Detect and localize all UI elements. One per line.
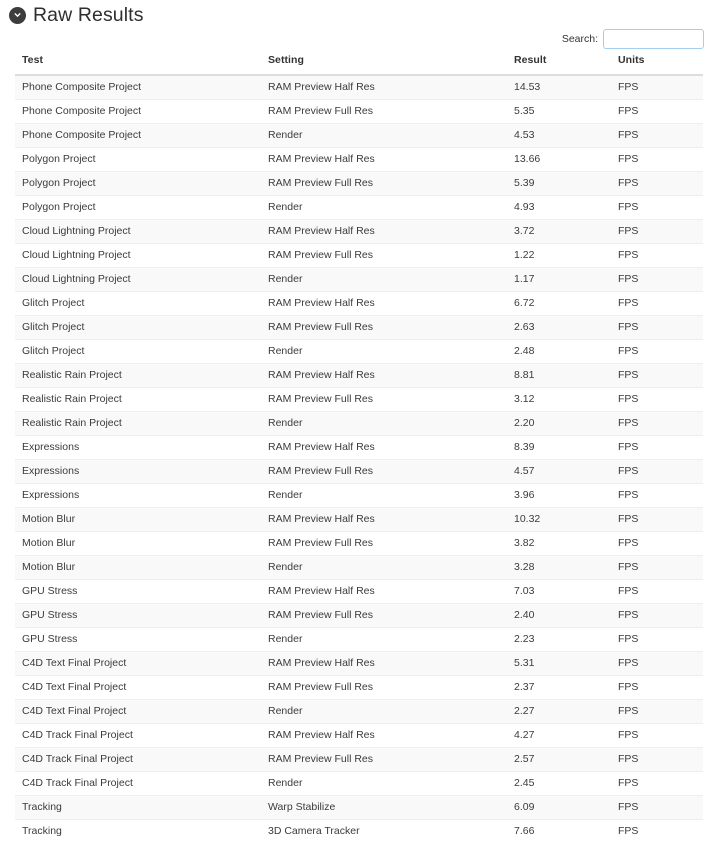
cell-result: 2.45 <box>507 772 611 796</box>
cell-units: FPS <box>611 292 703 316</box>
column-header-test[interactable]: Test <box>15 54 261 75</box>
cell-test: Polygon Project <box>15 172 261 196</box>
cell-setting: Render <box>261 412 507 436</box>
table-row <box>15 700 703 724</box>
table-row <box>15 292 703 316</box>
table-row <box>15 244 703 268</box>
cell-result: 4.27 <box>507 724 611 748</box>
cell-result: 1.17 <box>507 268 611 292</box>
cell-result: 10.32 <box>507 508 611 532</box>
table-row <box>15 532 703 556</box>
cell-test: C4D Text Final Project <box>15 652 261 676</box>
cell-setting: RAM Preview Half Res <box>261 508 507 532</box>
table-row <box>15 508 703 532</box>
cell-result: 4.57 <box>507 460 611 484</box>
cell-result: 4.53 <box>507 124 611 148</box>
cell-result: 2.37 <box>507 676 611 700</box>
cell-setting: RAM Preview Full Res <box>261 748 507 772</box>
table-row <box>15 724 703 748</box>
cell-units: FPS <box>611 316 703 340</box>
cell-test: Expressions <box>15 484 261 508</box>
table-row <box>15 460 703 484</box>
table-row <box>15 772 703 796</box>
cell-units: FPS <box>611 148 703 172</box>
cell-test: Cloud Lightning Project <box>15 244 261 268</box>
table-body <box>15 75 703 843</box>
cell-result: 2.48 <box>507 340 611 364</box>
search-label: Search: <box>562 32 598 46</box>
table-row <box>15 316 703 340</box>
cell-units: FPS <box>611 700 703 724</box>
chevron-down-circle-icon[interactable] <box>9 7 26 24</box>
table-row <box>15 148 703 172</box>
cell-setting: RAM Preview Half Res <box>261 220 507 244</box>
cell-test: C4D Text Final Project <box>15 700 261 724</box>
cell-result: 2.23 <box>507 628 611 652</box>
cell-result: 2.63 <box>507 316 611 340</box>
cell-test: Motion Blur <box>15 556 261 580</box>
table-row <box>15 748 703 772</box>
cell-result: 13.66 <box>507 148 611 172</box>
cell-units: FPS <box>611 75 703 100</box>
cell-test: Glitch Project <box>15 316 261 340</box>
cell-units: FPS <box>611 724 703 748</box>
cell-units: FPS <box>611 412 703 436</box>
cell-units: FPS <box>611 196 703 220</box>
table-row <box>15 388 703 412</box>
cell-result: 3.72 <box>507 220 611 244</box>
cell-units: FPS <box>611 220 703 244</box>
cell-test: Cloud Lightning Project <box>15 268 261 292</box>
cell-result: 6.09 <box>507 796 611 820</box>
column-header-units[interactable]: Units <box>611 54 703 75</box>
cell-test: Glitch Project <box>15 292 261 316</box>
cell-setting: Render <box>261 628 507 652</box>
cell-result: 3.28 <box>507 556 611 580</box>
cell-units: FPS <box>611 460 703 484</box>
cell-setting: RAM Preview Full Res <box>261 244 507 268</box>
cell-setting: Warp Stabilize <box>261 796 507 820</box>
cell-units: FPS <box>611 676 703 700</box>
cell-units: FPS <box>611 484 703 508</box>
cell-test: GPU Stress <box>15 628 261 652</box>
cell-units: FPS <box>611 124 703 148</box>
table-row <box>15 820 703 843</box>
cell-test: Realistic Rain Project <box>15 364 261 388</box>
table-row <box>15 652 703 676</box>
section-header[interactable] <box>0 0 718 26</box>
cell-setting: RAM Preview Full Res <box>261 172 507 196</box>
table-row <box>15 604 703 628</box>
cell-test: Expressions <box>15 460 261 484</box>
cell-result: 3.96 <box>507 484 611 508</box>
results-table-wrapper <box>15 54 703 843</box>
cell-result: 6.72 <box>507 292 611 316</box>
cell-setting: Render <box>261 340 507 364</box>
table-row <box>15 220 703 244</box>
cell-result: 4.93 <box>507 196 611 220</box>
search-row <box>562 28 704 50</box>
column-header-setting[interactable]: Setting <box>261 54 507 75</box>
cell-result: 8.39 <box>507 436 611 460</box>
page-title: Raw Results <box>33 4 144 26</box>
cell-test: C4D Track Final Project <box>15 748 261 772</box>
cell-test: Polygon Project <box>15 148 261 172</box>
table-row <box>15 676 703 700</box>
cell-setting: Render <box>261 268 507 292</box>
cell-result: 2.20 <box>507 412 611 436</box>
cell-setting: RAM Preview Full Res <box>261 316 507 340</box>
cell-result: 3.82 <box>507 532 611 556</box>
cell-result: 2.57 <box>507 748 611 772</box>
column-header-result[interactable]: Result <box>507 54 611 75</box>
cell-test: Cloud Lightning Project <box>15 220 261 244</box>
cell-test: Motion Blur <box>15 532 261 556</box>
table-row <box>15 268 703 292</box>
cell-test: GPU Stress <box>15 604 261 628</box>
cell-units: FPS <box>611 556 703 580</box>
cell-units: FPS <box>611 388 703 412</box>
cell-test: Motion Blur <box>15 508 261 532</box>
cell-units: FPS <box>611 532 703 556</box>
table-row <box>15 364 703 388</box>
cell-setting: RAM Preview Full Res <box>261 676 507 700</box>
cell-result: 1.22 <box>507 244 611 268</box>
cell-result: 14.53 <box>507 75 611 100</box>
cell-test: Phone Composite Project <box>15 100 261 124</box>
cell-units: FPS <box>611 580 703 604</box>
table-row <box>15 196 703 220</box>
cell-setting: 3D Camera Tracker <box>261 820 507 843</box>
cell-setting: Render <box>261 124 507 148</box>
cell-test: Realistic Rain Project <box>15 388 261 412</box>
cell-setting: RAM Preview Half Res <box>261 292 507 316</box>
cell-result: 7.03 <box>507 580 611 604</box>
table-row <box>15 75 703 100</box>
cell-result: 5.39 <box>507 172 611 196</box>
cell-test: C4D Track Final Project <box>15 724 261 748</box>
search-input[interactable] <box>603 29 704 49</box>
cell-setting: RAM Preview Full Res <box>261 100 507 124</box>
cell-test: Tracking <box>15 820 261 843</box>
cell-result: 7.66 <box>507 820 611 843</box>
cell-test: Phone Composite Project <box>15 124 261 148</box>
table-row <box>15 436 703 460</box>
table-row <box>15 556 703 580</box>
cell-units: FPS <box>611 796 703 820</box>
cell-test: C4D Track Final Project <box>15 772 261 796</box>
cell-setting: Render <box>261 196 507 220</box>
cell-result: 3.12 <box>507 388 611 412</box>
cell-setting: RAM Preview Full Res <box>261 532 507 556</box>
table-header-row <box>15 54 703 75</box>
cell-test: Expressions <box>15 436 261 460</box>
cell-units: FPS <box>611 268 703 292</box>
table-row <box>15 484 703 508</box>
cell-units: FPS <box>611 436 703 460</box>
table-row <box>15 628 703 652</box>
cell-test: C4D Text Final Project <box>15 676 261 700</box>
table-row <box>15 100 703 124</box>
cell-test: Realistic Rain Project <box>15 412 261 436</box>
cell-result: 2.27 <box>507 700 611 724</box>
cell-units: FPS <box>611 820 703 843</box>
cell-setting: Render <box>261 484 507 508</box>
cell-units: FPS <box>611 772 703 796</box>
cell-test: Polygon Project <box>15 196 261 220</box>
table-row <box>15 340 703 364</box>
cell-units: FPS <box>611 340 703 364</box>
cell-units: FPS <box>611 244 703 268</box>
cell-test: Glitch Project <box>15 340 261 364</box>
cell-result: 2.40 <box>507 604 611 628</box>
cell-test: Tracking <box>15 796 261 820</box>
cell-setting: RAM Preview Full Res <box>261 388 507 412</box>
cell-setting: Render <box>261 772 507 796</box>
table-row <box>15 172 703 196</box>
table-row <box>15 796 703 820</box>
cell-setting: RAM Preview Half Res <box>261 75 507 100</box>
cell-setting: Render <box>261 700 507 724</box>
results-table <box>15 54 703 843</box>
cell-units: FPS <box>611 628 703 652</box>
table-row <box>15 580 703 604</box>
cell-setting: RAM Preview Half Res <box>261 148 507 172</box>
cell-setting: RAM Preview Full Res <box>261 460 507 484</box>
cell-units: FPS <box>611 604 703 628</box>
cell-setting: RAM Preview Half Res <box>261 364 507 388</box>
cell-units: FPS <box>611 508 703 532</box>
cell-units: FPS <box>611 100 703 124</box>
cell-units: FPS <box>611 652 703 676</box>
cell-test: Phone Composite Project <box>15 75 261 100</box>
table-row <box>15 412 703 436</box>
cell-setting: RAM Preview Half Res <box>261 436 507 460</box>
cell-setting: RAM Preview Half Res <box>261 652 507 676</box>
cell-setting: RAM Preview Half Res <box>261 724 507 748</box>
table-head <box>15 54 703 75</box>
cell-units: FPS <box>611 172 703 196</box>
cell-result: 5.31 <box>507 652 611 676</box>
cell-setting: RAM Preview Half Res <box>261 580 507 604</box>
cell-units: FPS <box>611 364 703 388</box>
cell-test: GPU Stress <box>15 580 261 604</box>
cell-setting: Render <box>261 556 507 580</box>
table-row <box>15 124 703 148</box>
cell-result: 8.81 <box>507 364 611 388</box>
cell-setting: RAM Preview Full Res <box>261 604 507 628</box>
cell-units: FPS <box>611 748 703 772</box>
cell-result: 5.35 <box>507 100 611 124</box>
